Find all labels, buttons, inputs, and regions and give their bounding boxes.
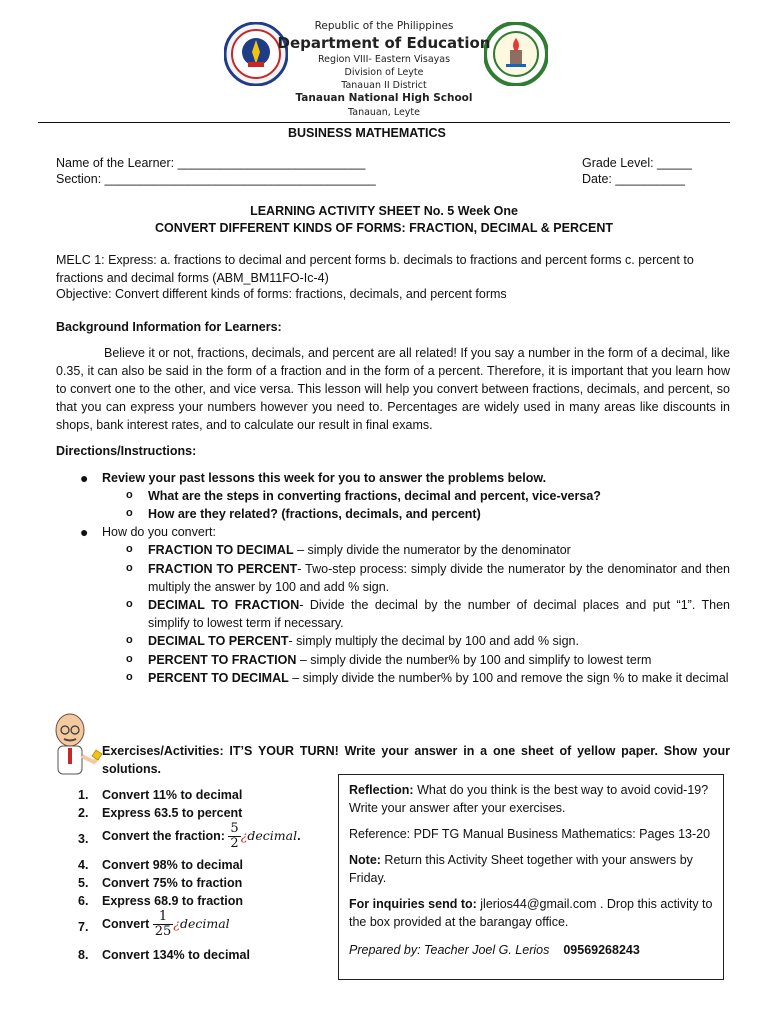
town-label: Tanauan, Leyte [348, 107, 420, 118]
item-text-fraction [102, 822, 301, 851]
item-text: Convert 75% to fraction [102, 876, 243, 890]
step-desc: - Divide the decimal by the number of decimal places and put “1”. Then simplify to lowest term if necessary. [148, 598, 730, 630]
direction-bullet-convert [80, 523, 732, 541]
reflection-label: Reflection: [349, 783, 414, 797]
sub-bullet: o [126, 598, 133, 610]
item-number: 2. [78, 806, 89, 820]
fraction [228, 822, 240, 851]
numerator: 5 [230, 821, 239, 836]
question-text: What are the steps in converting fractions, decimal and percent, vice-versa? [148, 489, 601, 503]
step-title: FRACTION TO DECIMAL [148, 543, 294, 557]
reflection-box [338, 774, 724, 980]
region-label: Region VIII- Eastern Visayas [317, 54, 451, 65]
step-title: PERCENT TO FRACTION [148, 653, 297, 667]
item-number: 8. [78, 948, 89, 962]
symbol-mark: ¿ [173, 915, 180, 931]
question-related [126, 505, 732, 523]
sub-bullet: o [126, 507, 133, 519]
sheet-subtitle: CONVERT DIFFERENT KINDS OF FORMS: FRACTION, DECIMAL & PERCENT [154, 221, 614, 235]
item-number: 5. [78, 876, 89, 890]
teacher-cartoon [48, 712, 104, 778]
sub-bullet: o [126, 653, 133, 665]
school-name: Tanauan National High School [295, 92, 473, 104]
prepared-name: Prepared by: Teacher Joel G. Lerios [349, 943, 550, 957]
exercises-instruction [102, 742, 730, 778]
item-text: Convert the fraction: [102, 828, 229, 843]
grade-level-field[interactable]: Grade Level: _____ [582, 156, 692, 170]
learner-name-field[interactable]: Name of the Learner: ___________________________ [56, 156, 366, 170]
note-label: Note: [349, 853, 381, 867]
item-text: Convert 98% to decimal [102, 858, 244, 872]
exercises-text: IT’S YOUR TURN! Write your answer in a one sheet of yellow paper. Show your solutions. [102, 744, 730, 776]
step-desc: – simply divide the number% by 100 and simplify to lowest term [296, 653, 652, 667]
item-number: 6. [78, 894, 89, 908]
unit-word: decimal [179, 915, 230, 931]
step-title: FRACTION TO PERCENT [148, 562, 298, 576]
item-text: Express 68.9 to fraction [102, 894, 244, 908]
item-number: 3. [78, 832, 89, 846]
melc-text [56, 251, 732, 287]
item-end: . [297, 828, 301, 843]
melc-body: MELC 1: Express: a. fractions to decimal and percent forms b. decimals to fractions and percent forms c. percent to fractions and decimal forms (ABM_BM11FO-Ic-4) [56, 253, 694, 285]
bullet-text: How do you convert: [102, 525, 216, 539]
note-text [349, 851, 715, 887]
fraction [153, 910, 174, 939]
sub-bullet: o [126, 543, 133, 555]
subject-title: BUSINESS MATHEMATICS [288, 126, 446, 140]
step-decimal-to-fraction [126, 596, 730, 632]
item-text: Convert [102, 916, 153, 931]
step-desc: – simply divide the numerator by the denominator [293, 543, 571, 557]
step-desc: - simply multiply the decimal by 100 and add % sign. [288, 634, 579, 648]
reflection-body: What do you think is the best way to avoid covid-19? Write your answer after your exercises. [349, 783, 709, 815]
step-fraction-to-decimal [126, 541, 730, 559]
question-steps [126, 487, 732, 505]
directions-heading: Directions/Instructions: [56, 444, 197, 458]
sub-bullet: o [126, 671, 133, 683]
numerator: 1 [153, 910, 174, 925]
step-title: PERCENT TO DECIMAL [148, 671, 289, 685]
inquiry-body: jlerios44@gmail.com . Drop this activity to the box provided at the barangay office. [349, 897, 713, 929]
direction-bullet-review [80, 469, 732, 487]
inquiry-text [349, 895, 715, 931]
division-label: Division of Leyte [344, 67, 424, 78]
step-fraction-to-percent [126, 560, 730, 596]
sheet-title: LEARNING ACTIVITY SHEET No. 5 Week One [250, 204, 518, 218]
step-desc: - Two-step process: simply divide the numerator by the denominator and then multiply the answer by 100 and add % sign. [148, 562, 730, 594]
objective-text: Objective: Convert different kinds of forms: fractions, decimals, and percent forms [56, 287, 507, 301]
sub-bullet: o [126, 562, 133, 574]
item-number: 4. [78, 858, 89, 872]
item-text-fraction [102, 910, 230, 939]
item-number: 7. [78, 920, 89, 934]
step-decimal-to-percent [126, 632, 730, 650]
header-divider [38, 122, 730, 123]
bullet-dot: ● [80, 524, 89, 540]
inquiry-label: For inquiries send to: [349, 897, 477, 911]
unit-word: decimal [247, 827, 298, 843]
phone-number: 09569268243 [563, 943, 640, 957]
reference-text: Reference: PDF TG Manual Business Mathematics: Pages 13-20 [349, 827, 711, 841]
bullet-text: Review your past lessons this week for you to answer the problems below. [102, 471, 547, 485]
denominator: 2 [230, 836, 239, 851]
note-body: Return this Activity Sheet together with your answers by Friday. [349, 853, 693, 885]
district-label: Tanauan II District [341, 80, 427, 91]
item-text: Convert 11% to decimal [102, 788, 243, 802]
exercises-label: Exercises/Activities: [102, 744, 224, 758]
step-title: DECIMAL TO PERCENT [148, 634, 289, 648]
step-desc: – simply divide the number% by 100 and remove the sign % to make it decimal [288, 671, 729, 685]
reflection-text [349, 781, 715, 817]
bullet-dot: ● [80, 470, 89, 486]
date-field[interactable]: Date: __________ [582, 172, 685, 186]
step-percent-to-decimal [126, 669, 730, 687]
sub-bullet: o [126, 489, 133, 501]
prepared-by [349, 941, 715, 959]
background-heading: Background Information for Learners: [56, 320, 282, 334]
question-text: How are they related? (fractions, decimals, and percent) [148, 507, 481, 521]
republic-label: Republic of the Philippines [314, 20, 454, 32]
item-text: Convert 134% to decimal [102, 948, 250, 962]
background-paragraph: Believe it or not, fractions, decimals, and percent are all related! If you say a number in the form of a decimal, like 0.35, it can also be said in the form of a fraction and in the form of a percent. Therefore, it is important that you learn how to convert one to the other, and vice versa. This lesson will help you convert between fractions, decimals, and percent, so that you can express your numbers however you need to. Percentages are widely used in many areas like discounts in shops, bank interest rates, and to calculate our result in final exams. [56, 346, 730, 432]
denominator: 25 [154, 924, 172, 939]
step-percent-to-fraction [126, 651, 730, 669]
item-number: 1. [78, 788, 89, 802]
department-title: Department of Education [277, 34, 491, 52]
item-text: Express 63.5 to percent [102, 806, 243, 820]
sub-bullet: o [126, 634, 133, 646]
symbol-mark: ¿ [240, 827, 248, 843]
section-field[interactable]: Section: _______________________________________ [56, 172, 376, 186]
step-title: DECIMAL TO FRACTION [148, 598, 300, 612]
